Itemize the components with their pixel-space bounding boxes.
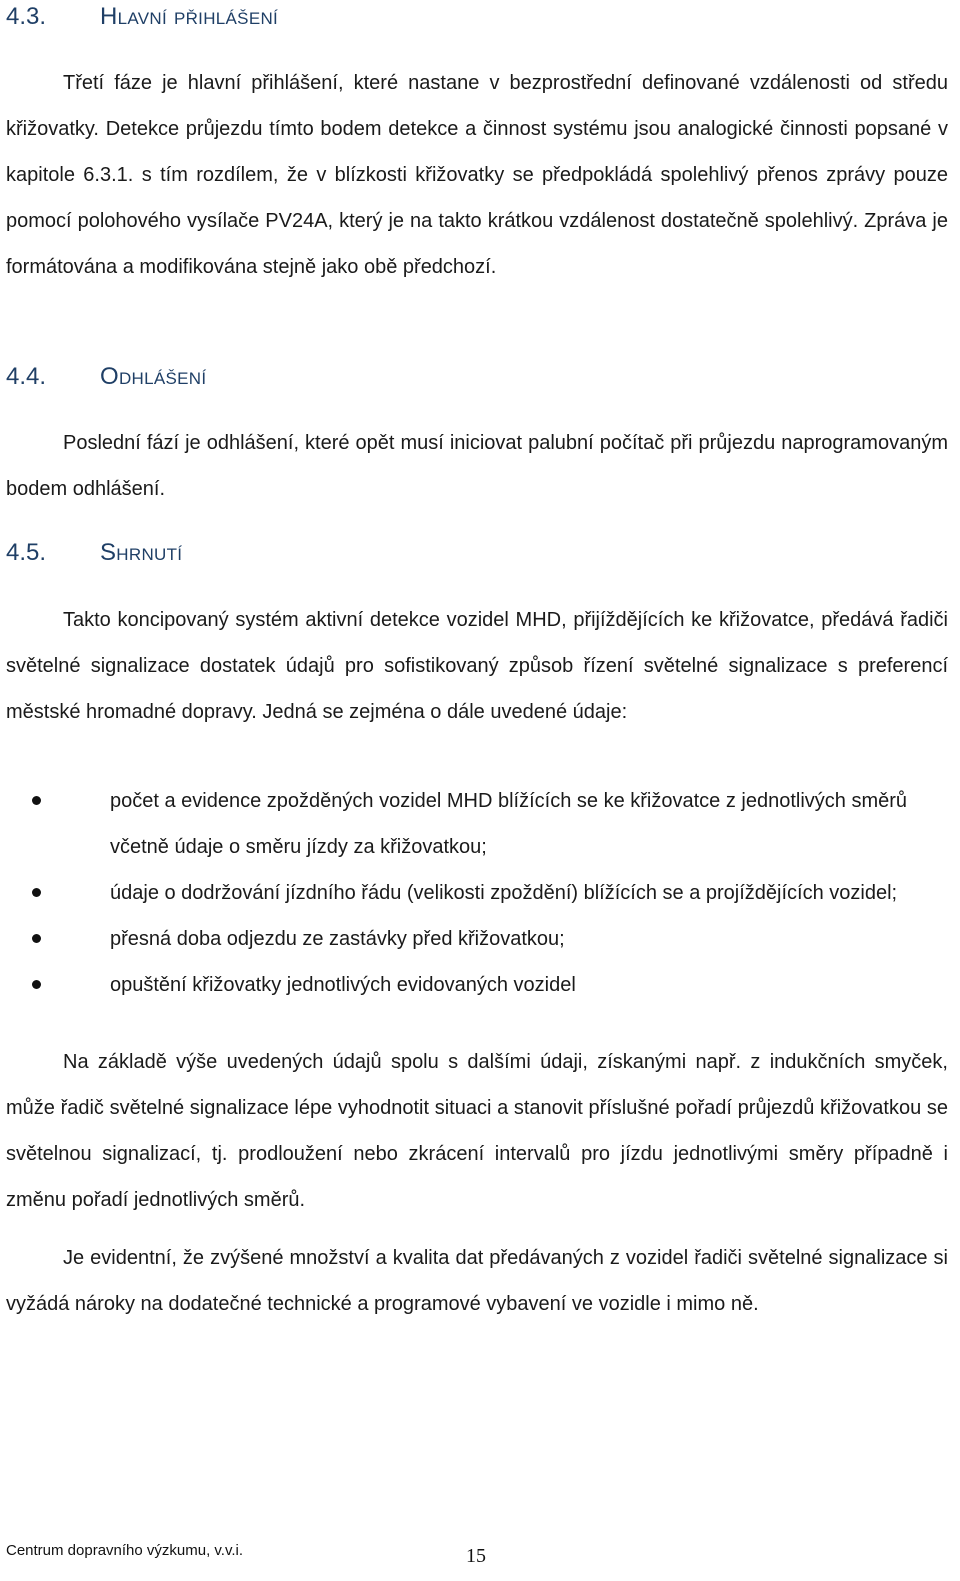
paragraph: Takto koncipovaný systém aktivní detekce vozidel MHD, přijíždějících ke křižovatce, předává řadiči světelné signalizace dostatek údajů pro sofistikovaný způsob řízení světelné signalizace s preferencí městské hromadné dopravy. Jedná se zejména o dále uvedené údaje: (6, 609, 948, 723)
page-number: 15 (466, 1545, 486, 1567)
list-item-text: počet a evidence zpožděných vozidel MHD blížících se ke křižovatce z jednotlivých směrů včetně údaje o směru jízdy za křižovatkou; (110, 790, 908, 858)
list-item (0, 870, 948, 916)
footer-organization: Centrum dopravního výzkumu, v.v.i. (6, 1542, 244, 1559)
paragraph: Třetí fáze je hlavní přihlášení, které nastane v bezprostřední definované vzdálenosti od středu křižovatky. Detekce průjezdu tímto bodem detekce a činnost systému jsou analogické činnosti popsané v kapitole 6.3.1. s tím rozdílem, že v blízkosti křižovatky se předpokládá spolehlivý přenos zprávy pouze pomocí polohového vysílače PV24A, který je na takto krátkou vzdálenost dostatečně spolehlivý. Zpráva je formátována a modifikována stejně jako obě předchozí. (6, 72, 948, 278)
section-title: Shrnutí (100, 539, 183, 566)
list-item (0, 962, 948, 1008)
list-item-text: údaje o dodržování jízdního řádu (velikosti zpoždění) blížících se a projíždějících vozidel; (110, 882, 898, 904)
paragraph: Je evidentní, že zvýšené množství a kvalita dat předávaných z vozidel řadiči světelné signalizace si vyžádá nároky na dodatečné technické a programové vybavení ve vozidle i mimo ně. (6, 1247, 948, 1315)
section-number: 4.4. (6, 363, 47, 390)
bullet-icon (32, 934, 41, 943)
section-heading-4-4 (6, 362, 206, 392)
list-item-text: přesná doba odjezdu ze zastávky před křižovatkou; (110, 928, 565, 950)
bullet-icon (32, 796, 41, 805)
section-title: Odhlášení (100, 363, 207, 390)
section-heading-4-3 (6, 2, 278, 32)
paragraph: Na základě výše uvedených údajů spolu s dalšími údaji, získanými např. z indukčních smyček, může řadič světelné signalizace lépe vyhodnotit situaci a stanovit příslušné pořadí průjezdů křižovatkou se světelnou signalizací, tj. prodloužení nebo zkrácení intervalů pro jízdu jednotlivými směry případně i změnu pořadí jednotlivých směrů. (6, 1051, 948, 1211)
section-number: 4.3. (6, 3, 47, 30)
section-heading-4-5 (6, 538, 182, 568)
list-item (0, 916, 948, 962)
bullet-list (0, 778, 948, 1008)
list-item-text: opuštění křižovatky jednotlivých evidovaných vozidel (110, 974, 576, 996)
list-item (0, 778, 948, 870)
bullet-icon (32, 888, 41, 897)
section-title: Hlavní přihlášení (100, 3, 279, 30)
bullet-icon (32, 980, 41, 989)
paragraph: Poslední fází je odhlášení, které opět musí iniciovat palubní počítač při průjezdu naprogramovaným bodem odhlášení. (6, 432, 948, 500)
section-number: 4.5. (6, 539, 47, 566)
